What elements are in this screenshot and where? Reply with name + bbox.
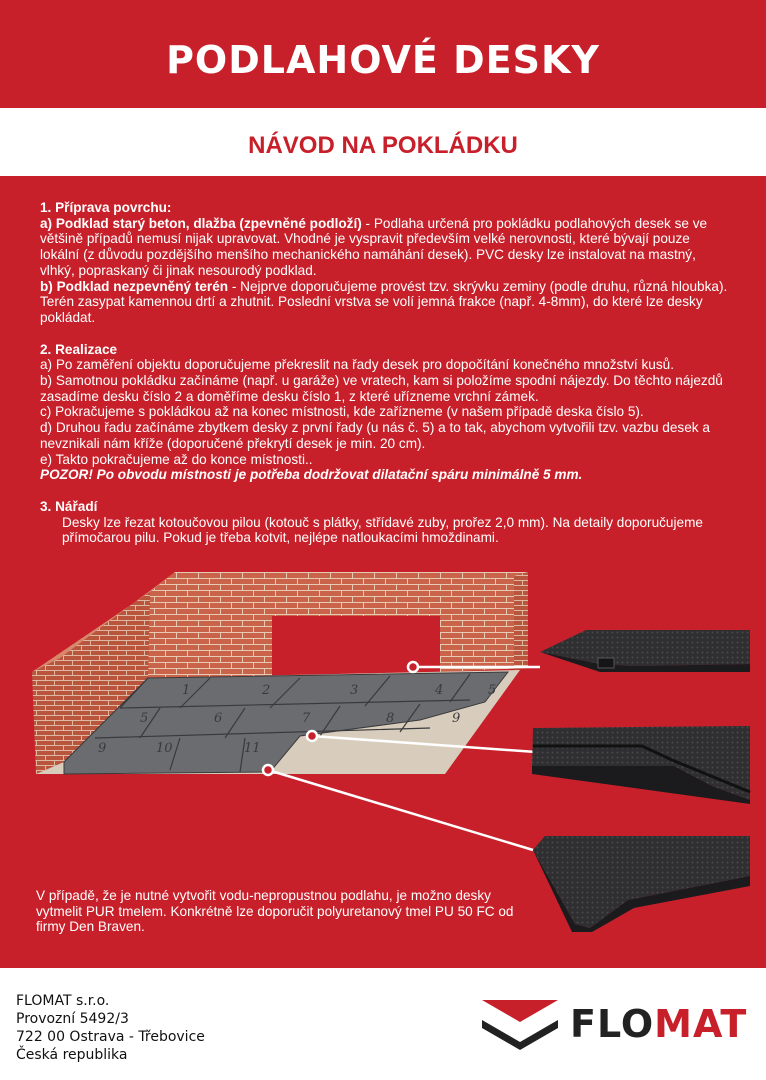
street: Provozní 5492/3 [16, 1011, 129, 1027]
tile-label: 9 [452, 711, 461, 726]
tile-label: 11 [244, 741, 261, 756]
flomat-logo-icon [480, 996, 560, 1052]
tile-label: 7 [302, 711, 311, 726]
tile-label: 9 [98, 741, 107, 756]
section-2-a: a) Po zaměření objektu doporučujeme překreslit na řady desek pro dopočítání konečného množství kusů. [40, 357, 674, 373]
section-2-e: e) Takto pokračujeme až do konce místnosti.. [40, 451, 313, 467]
country: Česká republika [16, 1047, 128, 1063]
instructions [40, 200, 730, 546]
logo-flo: FLO [570, 1002, 655, 1046]
tile-label: 10 [156, 741, 173, 756]
section-1-b-heading: b) Podklad nezpevněný terén [40, 278, 229, 294]
detail-edge-ramp [540, 630, 750, 672]
section-1-a [40, 216, 730, 279]
section-1-title: 1. Příprava povrchu: [40, 200, 172, 215]
city: 722 00 Ostrava - Třebovice [16, 1029, 205, 1045]
section-1-a-text: - Podlaha určená pro pokládku podlahových desek se ve většině případů nemusí nijak upravovat. Vhodné je vyspravit především velké nerovnosti, které bývají pouze lokální (z důvodu pozdějšího menšího mechanického namáhání desek). PVC desky lze instalovat na mastný, vlhký, popraskaný či jinak nesourodý podklad. [40, 215, 708, 278]
tile-label: 5 [488, 683, 497, 698]
flomat-logo-text [570, 1002, 747, 1046]
detail-joined-tiles [532, 726, 750, 804]
tile-label: 6 [214, 711, 223, 726]
tile-label: 1 [182, 683, 191, 698]
tile-label: 5 [140, 711, 149, 726]
installation-illustration [0, 560, 766, 940]
sealing-note: V případě, že je nutné vytvořit vodu-nepropustnou podlahu, je možno desky vytmelit PUR tmelem. Konkrétně lze doporučit polyuretanový tmel PU 50 FC od firmy Den Braven. [36, 888, 514, 935]
section-2-c: c) Pokračujeme s pokládkou až na konec místnosti, kde zařízneme (v našem případě deska číslo 5). [40, 404, 644, 420]
back-wall [148, 572, 528, 678]
logo-mat: MAT [654, 1002, 748, 1046]
section-1-b-text: - Nejprve doporučujeme provést tzv. skrývku zeminy (podle druhu, různá hloubka). Terén zasypat kamennou drtí a zhutnit. Poslední vrstva se volí jemná frakce (např. 4-8mm), do které lze desky pokládat. [40, 278, 728, 325]
page-title: PODLAHOVÉ DESKY [166, 38, 600, 82]
section-2-title: 2. Realizace [40, 341, 118, 357]
section-1-a-heading: a) Podklad starý beton, dlažba (zpevněné podloží) [40, 215, 362, 231]
section-1-b [40, 279, 730, 326]
section-2-d: d) Druhou řadu začínáme zbytkem desky z první řady (u nás č. 5) a to tak, abychom vytvořili tzv. vazbu desek a nevznikali nám kříže (doporučené překrytí desek je min. 20 cm). [40, 420, 710, 451]
section-3-title: 3. Nářadí [40, 498, 98, 514]
warning-text: POZOR! Po obvodu místnosti je potřeba dodržovat dilatační spáru minimálně 5 mm. [40, 467, 583, 483]
section-2-b: b) Samotnou pokládku začínáme (např. u garáže) ve vratech, kam si položíme spodní nájezdy. Do těchto nájezdů zasadíme desku číslo 2 a doměříme desku číslo 1, z které uřízneme vrchní zámek. [40, 373, 723, 404]
tile-label: 4 [435, 683, 444, 698]
company-address [16, 992, 205, 1064]
tile-label: 3 [350, 683, 359, 698]
company-name: FLOMAT s.r.o. [16, 993, 110, 1009]
detail-ramp-section [533, 836, 750, 932]
section-3-text: Desky lze řezat kotoučovou pilou (kotouč s plátky, střídavé zuby, prořez 2,0 mm). Na detaily doporučujeme přímočarou pilu. Pokud je třeba kotvit, nejlépe natloukacími hmoždinami. [62, 514, 703, 546]
page-subtitle: NÁVOD NA POKLÁDKU [248, 132, 518, 159]
tile-label: 8 [386, 711, 395, 726]
tile-label: 2 [262, 683, 271, 698]
